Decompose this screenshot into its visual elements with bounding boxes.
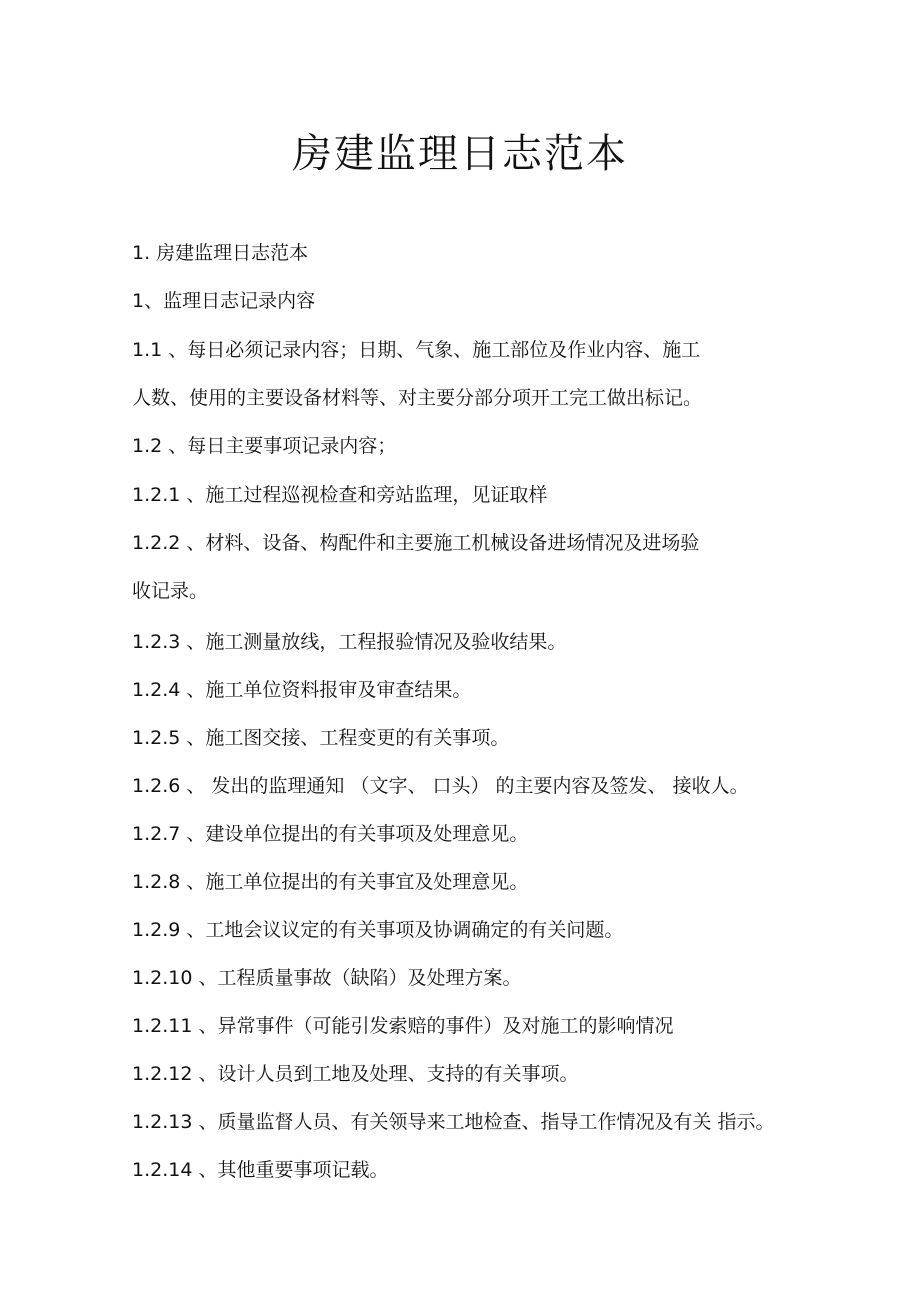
text-line: 1.1 、每日必须记录内容；日期、气象、施工部位及作业内容、施工: [132, 339, 701, 361]
text-line: 收记录。: [132, 580, 209, 602]
text-line: 1.2.4 、施工单位资料报审及审查结果。: [132, 679, 472, 701]
text-line: 1. 房建监理日志范本: [132, 242, 309, 264]
text-line: 1.2.8 、施工单位提出的有关事宜及处理意见。: [132, 871, 529, 893]
text-line: 1.2 、每日主要事项记录内容；: [132, 435, 397, 457]
text-line: 1.2.9 、工地会议议定的有关事项及协调确定的有关问题。: [132, 919, 624, 941]
document-title: 房建监理日志范本: [292, 131, 628, 177]
text-line: 人数、使用的主要设备材料等、对主要分部分项开工完工做出标记。: [132, 387, 703, 409]
text-line: 1.2.10 、工程质量事故（缺陷）及处理方案。: [132, 967, 522, 989]
text-line: 1.2.14 、其他重要事项记载。: [132, 1159, 389, 1181]
text-line: 1.2.13 、质量监督人员、有关领导来工地检查、指导工作情况及有关 指示。: [132, 1111, 775, 1133]
text-line: 1.2.2 、材料、设备、构配件和主要施工机械设备进场情况及进场验: [132, 532, 700, 554]
text-line: 1、监理日志记录内容: [132, 290, 316, 312]
text-line: 1.2.7 、建设单位提出的有关事项及处理意见。: [132, 823, 529, 845]
text-line: 1.2.5 、施工图交接、工程变更的有关事项。: [132, 727, 510, 749]
text-line: 1.2.12 、设计人员到工地及处理、支持的有关事项。: [132, 1063, 579, 1085]
text-line: 1.2.11 、异常事件（可能引发索赔的事件）及对施工的影响情况: [132, 1015, 674, 1037]
text-line: 1.2.3 、施工测量放线，工程报验情况及验收结果。: [132, 631, 567, 653]
text-line: 1.2.6 、 发出的监理通知 （文字、 口头） 的主要内容及签发、 接收人。: [132, 775, 749, 797]
text-line: 1.2.1 、施工过程巡视检查和旁站监理，见证取样: [132, 484, 548, 506]
